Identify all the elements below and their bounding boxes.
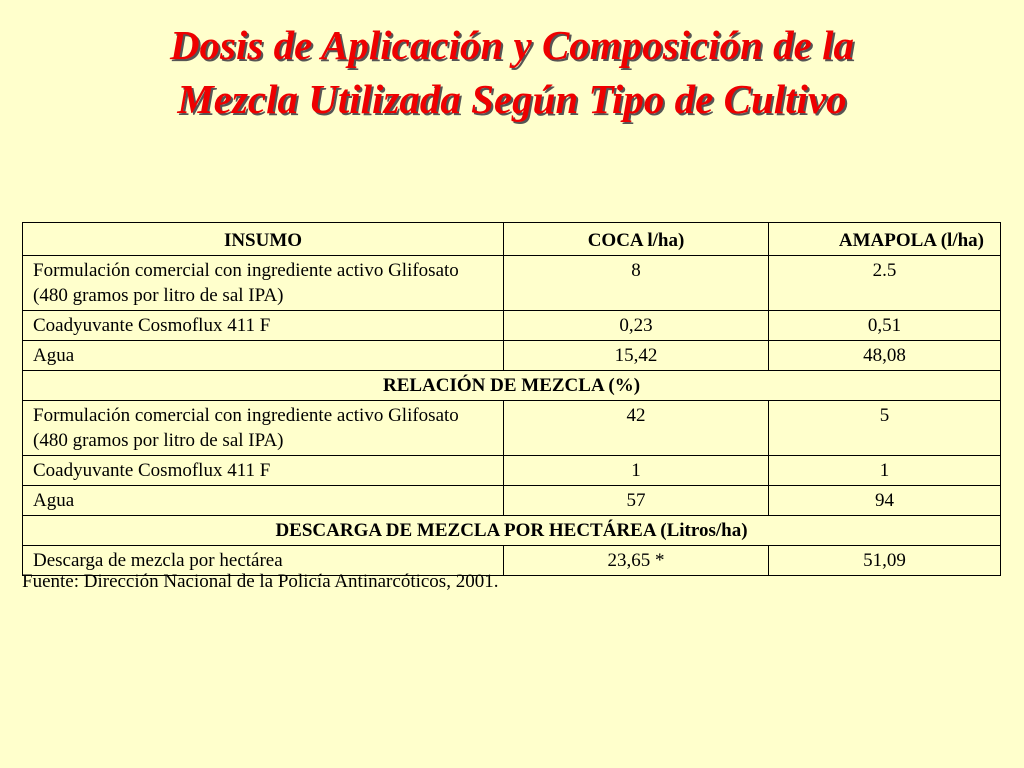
table-row bbox=[23, 311, 1001, 341]
title-line-2: Mezcla Utilizada Según Tipo de Cultivo bbox=[177, 76, 847, 122]
cell-insumo: Agua bbox=[23, 341, 504, 371]
cell-coca: 23,65 * bbox=[504, 546, 769, 576]
cell-coca: 0,23 bbox=[504, 311, 769, 341]
cell-insumo: Coadyuvante Cosmoflux 411 F bbox=[23, 456, 504, 486]
cell-coca: 15,42 bbox=[504, 341, 769, 371]
header-amapola: AMAPOLA (l/ha) bbox=[769, 223, 1001, 256]
cell-insumo: Agua bbox=[23, 486, 504, 516]
table-row bbox=[23, 456, 1001, 486]
section-row-discharge bbox=[23, 516, 1001, 546]
cell-coca: 57 bbox=[504, 486, 769, 516]
cell-insumo: Formulación comercial con ingrediente activo Glifosato (480 gramos por litro de sal IPA) bbox=[23, 256, 504, 311]
cell-insumo: Descarga de mezcla por hectárea bbox=[23, 546, 504, 576]
dosage-table bbox=[22, 222, 1001, 576]
cell-amapola: 0,51 bbox=[769, 311, 1001, 341]
section-heading-discharge: DESCARGA DE MEZCLA POR HECTÁREA (Litros/ha) bbox=[23, 516, 1001, 546]
cell-amapola: 94 bbox=[769, 486, 1001, 516]
page-title bbox=[0, 18, 1024, 126]
header-insumo: INSUMO bbox=[23, 223, 504, 256]
cell-amapola: 1 bbox=[769, 456, 1001, 486]
title-line-1: Dosis de Aplicación y Composición de la bbox=[169, 22, 855, 68]
source-note: Fuente: Dirección Nacional de la Policía Antinarcóticos, 2001. bbox=[22, 571, 499, 592]
section-row-mix bbox=[23, 371, 1001, 401]
cell-coca: 42 bbox=[504, 401, 769, 456]
cell-insumo: Coadyuvante Cosmoflux 411 F bbox=[23, 311, 504, 341]
cell-coca: 8 bbox=[504, 256, 769, 311]
cell-insumo: Formulación comercial con ingrediente activo Glifosato (480 gramos por litro de sal IPA) bbox=[23, 401, 504, 456]
cell-coca: 1 bbox=[504, 456, 769, 486]
table-row bbox=[23, 401, 1001, 456]
section-heading-mix: RELACIÓN DE MEZCLA (%) bbox=[23, 371, 1001, 401]
cell-amapola: 5 bbox=[769, 401, 1001, 456]
cell-amapola: 2.5 bbox=[769, 256, 1001, 311]
table-row bbox=[23, 341, 1001, 371]
cell-amapola: 51,09 bbox=[769, 546, 1001, 576]
table-header-row bbox=[23, 223, 1001, 256]
dosage-table-container bbox=[22, 222, 1001, 576]
header-coca: COCA l/ha) bbox=[504, 223, 769, 256]
table-row bbox=[23, 486, 1001, 516]
table-row bbox=[23, 256, 1001, 311]
cell-amapola: 48,08 bbox=[769, 341, 1001, 371]
